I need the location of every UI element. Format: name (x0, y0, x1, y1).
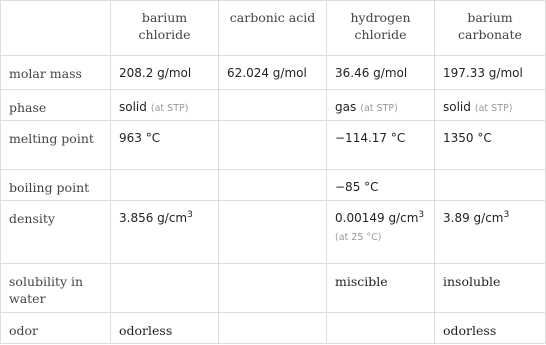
table-cell (435, 201, 546, 264)
cell-value: 36.46 g/mol (335, 66, 408, 80)
cell-note: (at STP) (474, 103, 513, 114)
cell-value: 208.2 g/mol (119, 66, 192, 80)
table-cell (327, 264, 435, 313)
table-cell (435, 264, 546, 313)
table-row (1, 201, 546, 264)
cell-superscript: 3 (187, 210, 193, 220)
table-cell (219, 313, 327, 344)
cell-value: 3.89 g/cm (443, 211, 504, 225)
table-cell (111, 264, 219, 313)
cell-superscript: 3 (418, 210, 425, 220)
column-header-hydrogen-chloride: hydrogen chloride (327, 1, 435, 56)
cell-value: solid (443, 100, 471, 114)
cell-value: −114.17 °C (335, 131, 406, 145)
table-cell (327, 313, 435, 344)
table-cell (435, 90, 546, 121)
cell-note: (at STP) (360, 103, 398, 114)
row-label: molar mass (1, 56, 111, 90)
table-row (1, 90, 546, 121)
table-cell (435, 170, 546, 201)
table-cell (327, 90, 435, 121)
table-cell (111, 90, 219, 121)
cell-value: solid (119, 100, 147, 114)
table-row (1, 56, 546, 90)
row-label: boiling point (1, 170, 111, 201)
table-row (1, 264, 546, 313)
table-cell (111, 170, 219, 201)
cell-value: 0.00149 g/cm (335, 211, 419, 225)
row-label: odor (1, 313, 111, 344)
column-header-barium-carbonate: barium carbonate (435, 1, 546, 56)
cell-value: 62.024 g/mol (227, 66, 307, 80)
table-row (1, 170, 546, 201)
table-cell (111, 201, 219, 264)
corner-cell (1, 1, 111, 56)
table-cell (219, 56, 327, 90)
table-cell (435, 56, 546, 90)
cell-note: (at STP) (150, 103, 189, 114)
row-label: phase (1, 90, 111, 121)
table-cell (435, 121, 546, 170)
column-header-barium-chloride: barium chloride (111, 1, 219, 56)
table-cell (327, 56, 435, 90)
cell-value: insoluble (443, 274, 501, 289)
cell-value: odorless (119, 323, 173, 338)
column-header-carbonic-acid: carbonic acid (219, 1, 327, 56)
row-label: melting point (1, 121, 111, 170)
cell-value: 1350 °C (443, 131, 492, 145)
cell-value: −85 °C (335, 180, 379, 194)
cell-value: 3.856 g/cm (119, 211, 188, 225)
table-cell (219, 170, 327, 201)
header-row (1, 1, 546, 56)
table-cell (219, 90, 327, 121)
cell-value: 963 °C (119, 131, 161, 145)
table-row (1, 313, 546, 344)
row-label: density (1, 201, 111, 264)
cell-value: gas (335, 100, 357, 114)
table-cell (219, 121, 327, 170)
table-cell (327, 121, 435, 170)
table-cell (219, 201, 327, 264)
table-cell (327, 170, 435, 201)
row-label: solubility in water (1, 264, 111, 313)
cell-value: 197.33 g/mol (443, 66, 523, 80)
table-cell (435, 313, 546, 344)
table-cell (111, 56, 219, 90)
table-cell (111, 121, 219, 170)
table-row (1, 121, 546, 170)
cell-value: miscible (335, 274, 388, 289)
cell-superscript: 3 (503, 210, 510, 220)
table-cell (219, 264, 327, 313)
table-cell (111, 313, 219, 344)
cell-note: (at 25 °C) (335, 232, 382, 243)
table-cell (327, 201, 435, 264)
cell-value: odorless (443, 323, 497, 338)
